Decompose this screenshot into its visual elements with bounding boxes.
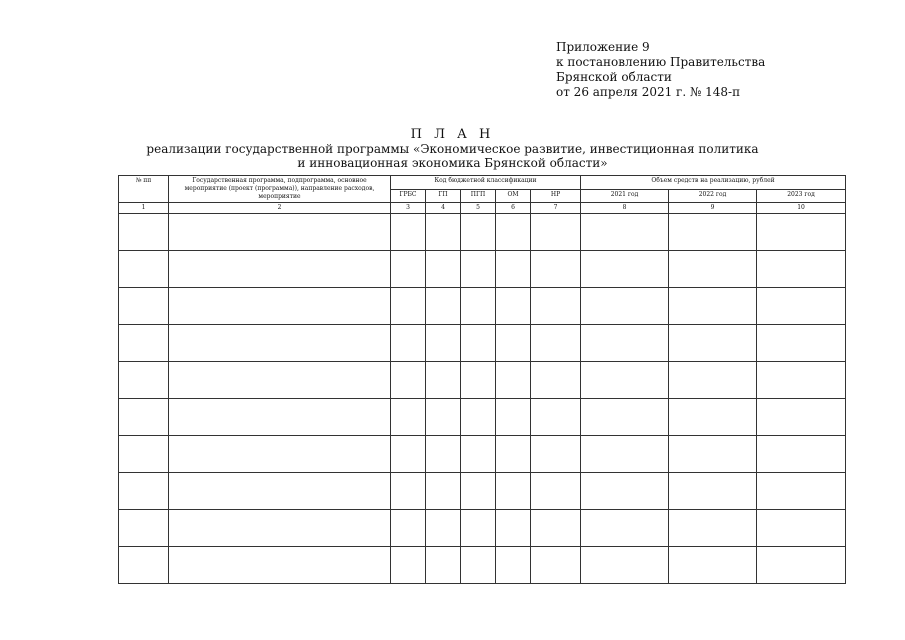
col-volume-header: Объем средств на реализацию, рублей [581, 176, 846, 190]
table-row [119, 251, 846, 288]
col-index: 1 [119, 203, 169, 214]
table-row [119, 325, 846, 362]
table-row [119, 436, 846, 473]
column-number-row [119, 203, 846, 214]
appendix-date: от 26 апреля 2021 г. № 148-п [556, 85, 741, 99]
col-om: ОМ [496, 189, 531, 203]
table-row [119, 362, 846, 399]
table-row [119, 214, 846, 251]
col-index: 10 [757, 203, 846, 214]
appendix-region: Брянской области [556, 70, 672, 84]
header-row-top [119, 176, 846, 190]
title-line-1: реализации государственной программы «Экономическое развитие, инвестиционная политика [146, 142, 759, 156]
table-row [119, 473, 846, 510]
col-index: 7 [531, 203, 581, 214]
col-index: 8 [581, 203, 669, 214]
col-num-header: № пп [119, 176, 169, 203]
col-index: 5 [461, 203, 496, 214]
col-nr: НР [531, 189, 581, 203]
col-index: 9 [669, 203, 757, 214]
col-code-header: Код бюджетной классификации [391, 176, 581, 190]
col-gp: ГП [426, 189, 461, 203]
col-year-2: 2022 год [669, 189, 757, 203]
appendix-block [556, 40, 765, 100]
col-index: 4 [426, 203, 461, 214]
table-row [119, 547, 846, 584]
table-row [119, 399, 846, 436]
appendix-resolution: к постановлению Правительства [556, 55, 766, 69]
col-year-3: 2023 год [757, 189, 846, 203]
col-year-1: 2021 год [581, 189, 669, 203]
table-row [119, 510, 846, 547]
document-title [0, 127, 905, 170]
col-index: 3 [391, 203, 426, 214]
appendix-number: Приложение 9 [556, 40, 650, 54]
col-pgp: ПГП [461, 189, 496, 203]
col-index: 2 [169, 203, 391, 214]
col-name-header: Государственная программа, подпрограмма, основное мероприятие (проект (программа)), направление расходов, мероприятие [169, 176, 391, 203]
table-body-placeholder [119, 214, 846, 584]
budget-table [118, 175, 846, 584]
col-index: 6 [496, 203, 531, 214]
title-line-2: и инновационная экономика Брянской области» [297, 156, 608, 170]
table-row [119, 288, 846, 325]
col-grbs: ГРБС [391, 189, 426, 203]
plan-heading: П Л А Н [410, 127, 495, 142]
